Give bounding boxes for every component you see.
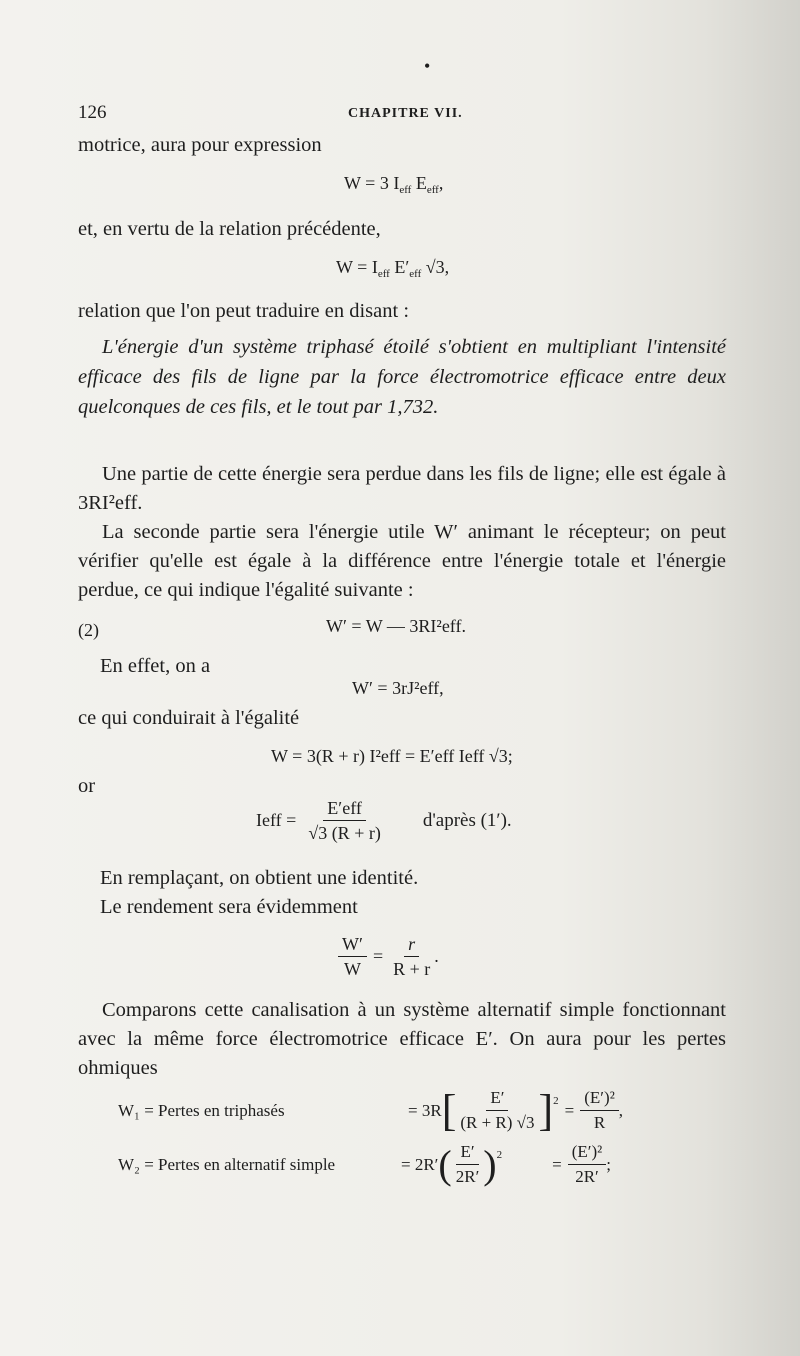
paragraph-comparison: Comparons cette canalisation à un système alternatif simple fonctionnant avec la même force électromotrice efficace E′. On aura pour les pertes ohmiques: [78, 999, 726, 1079]
page-number: 126: [78, 102, 107, 123]
eq9-res-den: 2R′: [575, 1167, 599, 1186]
eq6-note: d'après (1′).: [422, 809, 512, 831]
text-line: relation que l'on peut traduire en disant :: [78, 300, 410, 322]
eq8-inner-fraction: [456, 1086, 538, 1135]
eq2-sub2: eff: [409, 268, 422, 280]
eq8-inner-den: (R + R) √3: [460, 1113, 535, 1132]
equation-efficiency: [338, 932, 439, 981]
eq1-sub1: eff: [399, 184, 412, 196]
eq8-comma: ,: [618, 1100, 624, 1120]
eq8-equals: =: [564, 1100, 575, 1120]
eq1-main: W = 3 I: [344, 173, 400, 193]
equation-useful: W′ = W — 3RI²eff.: [326, 616, 466, 636]
equation-useful-2: W′ = 3rJ²eff,: [352, 678, 444, 698]
text-line: motrice, aura pour expression: [78, 134, 322, 156]
eq9-exponent: 2: [496, 1148, 503, 1161]
eq9-rhs: = 2R′: [401, 1154, 439, 1174]
italic-statement: L'énergie d'un système triphasé étoilé s'obtient en multipliant l'intensité efficace des fils de ligne par la force électromotrice efficace entre deux quelconques de ces fils, et le tout par 1,732.: [78, 336, 726, 418]
running-head: CHAPITRE VII.: [348, 106, 463, 121]
eq9-res-num: (E′)²: [568, 1140, 607, 1165]
eq2-mid: E′: [389, 257, 410, 277]
eq6-fraction: [304, 796, 385, 845]
paragraph-loss: Une partie de cette énergie sera perdue dans les fils de ligne; elle est égale à 3RI²eff.: [78, 463, 726, 514]
eq9-paren-close: ): [483, 1141, 497, 1187]
eq6-lhs: Ieff =: [256, 810, 297, 830]
eq8-bracket-close: ]: [538, 1085, 554, 1135]
eq7-den1: W: [343, 959, 361, 979]
text-line: Le rendement sera évidemment: [100, 896, 358, 918]
equation-loss-triphase: [118, 1086, 623, 1135]
eq8-rhs: = 3R: [408, 1100, 442, 1120]
eq8-bracket-open: [: [441, 1085, 457, 1135]
stray-mark: •: [424, 56, 431, 76]
eq7-fraction-left: [338, 932, 367, 981]
eq6-numerator: E′eff: [323, 796, 366, 821]
eq9-result-fraction: [568, 1140, 607, 1189]
eq1-tail: ,: [438, 173, 444, 193]
eq7-equals: =: [372, 946, 384, 966]
equation-current: [256, 796, 512, 845]
eq7-fraction-right: [389, 932, 434, 981]
eq8-exponent: 2: [553, 1094, 559, 1107]
text-line: En remplaçant, on obtient une identité.: [100, 867, 419, 889]
eq9-inner-num: E′: [456, 1140, 478, 1165]
eq9-label: W₂ = Pertes en alternatif simple: [118, 1154, 336, 1174]
eq8-label: W₁ = Pertes en triphasés: [118, 1100, 285, 1120]
eq2-main: W = I: [336, 257, 378, 277]
eq9-paren-open: (: [438, 1141, 452, 1187]
eq7-den2: R + r: [393, 959, 431, 979]
eq7-num1: W′: [338, 932, 367, 957]
equation-power: [344, 173, 443, 196]
eq8-res-den: R: [593, 1113, 606, 1132]
eq9-inner-fraction: [452, 1140, 484, 1189]
eq9-equals: =: [552, 1154, 562, 1174]
text-line: et, en vertu de la relation précédente,: [78, 218, 381, 240]
eq2-sub1: eff: [377, 268, 390, 280]
eq2-tail: √3,: [425, 257, 450, 277]
eq7-period: .: [434, 946, 439, 966]
eq1-mid: E: [411, 173, 427, 193]
eq8-result-fraction: [580, 1086, 619, 1135]
equation-loss-simple: [118, 1140, 611, 1189]
text-line: ce qui conduirait à l'égalité: [78, 707, 300, 729]
equation-equality: W = 3(R + r) I²eff = E′eff Ieff √3;: [271, 746, 513, 766]
eq8-res-num: (E′)²: [580, 1086, 619, 1111]
equation-label: (2): [78, 620, 99, 640]
eq9-inner-den: 2R′: [455, 1167, 480, 1186]
eq9-semicolon: ;: [606, 1154, 611, 1174]
text-line: or: [78, 775, 96, 797]
eq7-num2: r: [404, 932, 419, 957]
text-line: En effet, on a: [100, 655, 211, 677]
paragraph-useful-energy: La seconde partie sera l'énergie utile W′ animant le récepteur; on peut vérifier qu'elle est égale à la différence entre l'énergie totale et l'énergie perdue, ce qui indique l'égalité suivante :: [78, 521, 726, 601]
equation-power-2: [336, 257, 449, 280]
eq1-sub2: eff: [426, 184, 439, 196]
eq6-denominator: √3 (R + r): [308, 823, 381, 843]
eq8-inner-num: E′: [486, 1086, 508, 1111]
